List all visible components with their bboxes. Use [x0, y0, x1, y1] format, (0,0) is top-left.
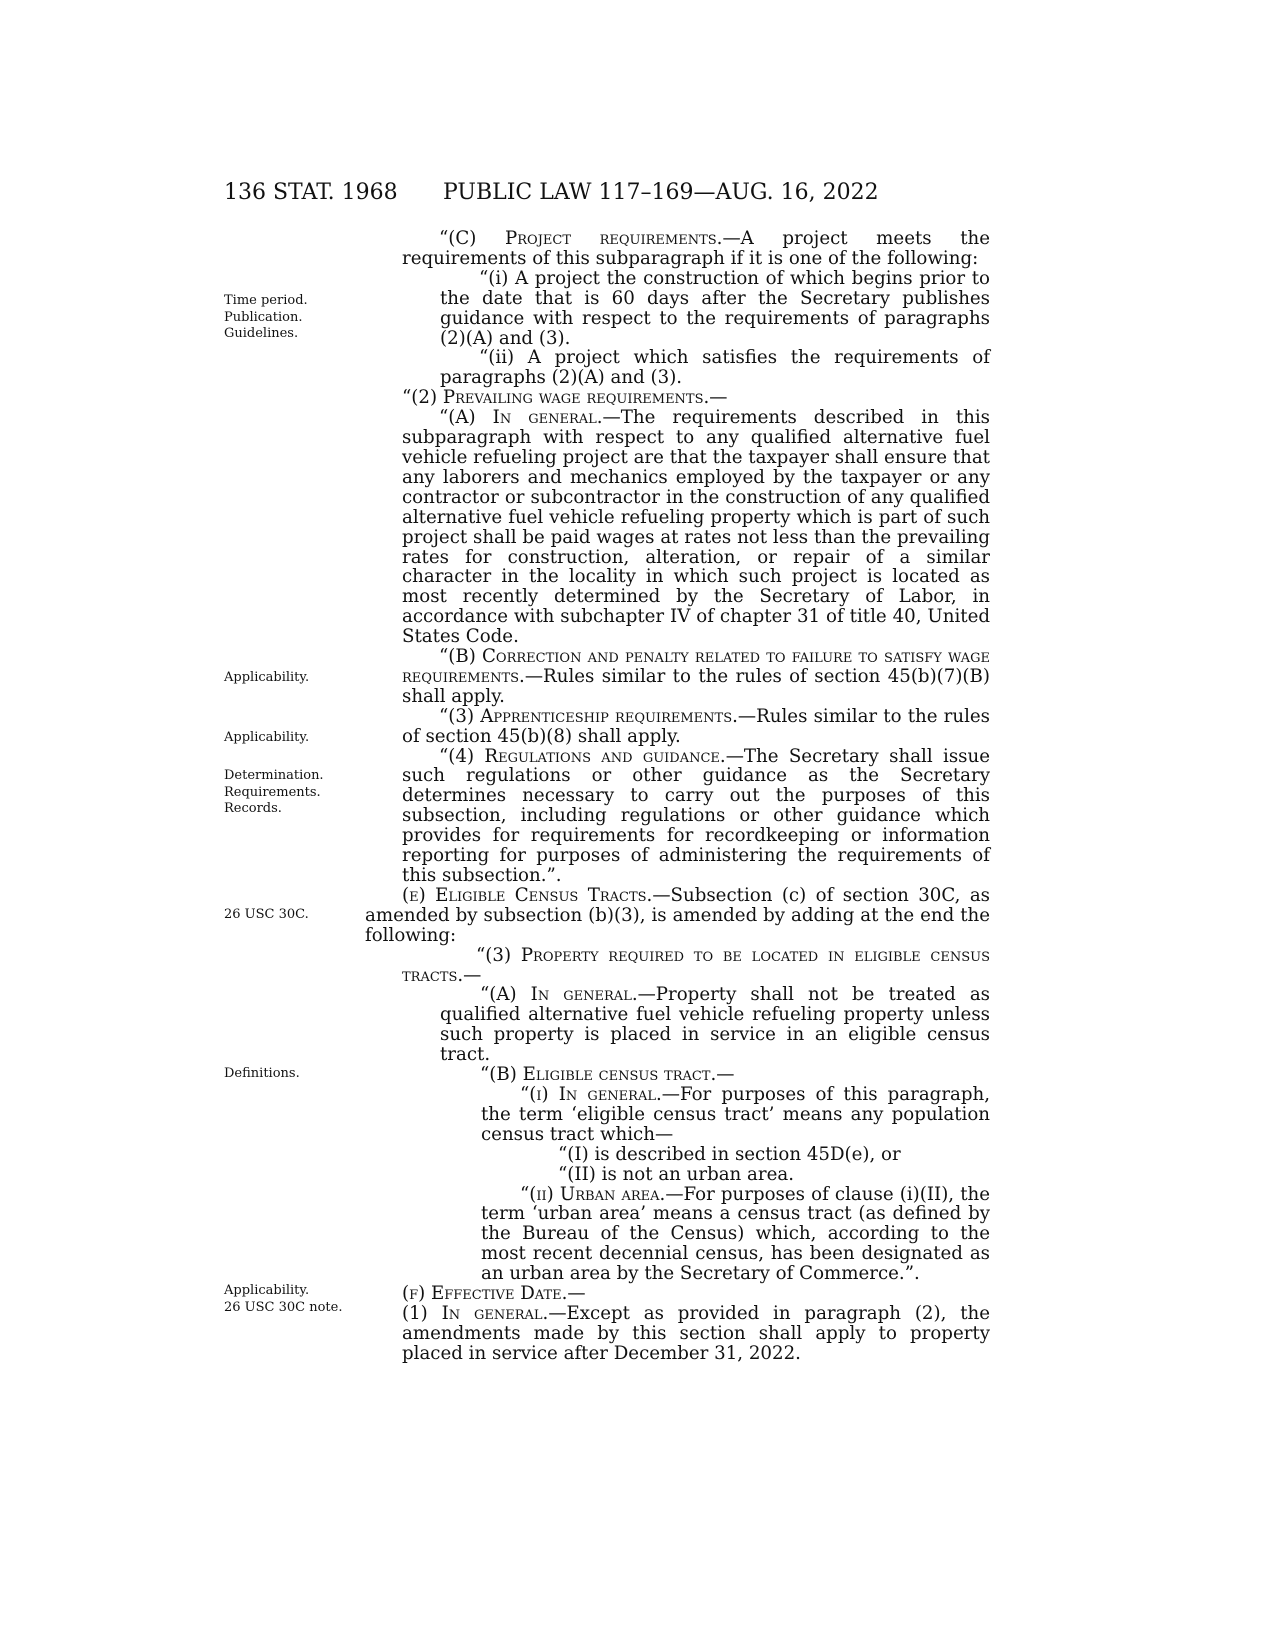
clause-c-i — [365, 269, 990, 349]
clause-c-ii — [365, 348, 990, 388]
subparagraph-2b — [365, 647, 990, 707]
margin-note-line: Requirements. — [224, 784, 321, 800]
heading: “(A) In general. — [480, 984, 638, 1006]
margin-note — [224, 730, 309, 747]
clause-e3b-ii — [365, 1185, 990, 1285]
paragraph-e3 — [365, 946, 990, 986]
text: —Rules similar to the rules of section 45(b)(7)(B) shall apply. — [402, 665, 990, 707]
margin-note — [224, 1066, 300, 1083]
margin-note-line: Determination. — [224, 768, 324, 783]
heading: “(B) Correction and penalty related to failure to satisfy wage requirements. — [402, 646, 990, 687]
paragraph-f1 — [365, 1304, 990, 1364]
margin-note-line: Publication. — [224, 309, 303, 325]
margin-note-line: Records. — [224, 801, 282, 816]
subparagraph-e3a — [365, 985, 990, 1065]
text: —For purposes of clause (i)(II), the term ‘urban area’ means a census tract (as defined by the Bureau of the Census) which, according to the most recent decennial census, has been designated as an urban area by the Secretary of Commerce.”. — [481, 1183, 990, 1285]
text: —The Secretary shall issue such regulations or other guidance as the Secretary determines necessary to carry out the purposes of this subsection, including regulations or other guidance which provides for requirements for recordkeeping or information reporting for purposes of administering the requirements of this subsection.”. — [402, 745, 990, 886]
text: —Subsection (c) of section 30C, as amended by subsection (b)(3), is amended by adding at the end the following: — [365, 884, 990, 946]
subsection-e — [365, 886, 990, 946]
margin-note-line: Guidelines. — [224, 326, 299, 341]
paragraph-4 — [365, 747, 990, 886]
margin-note-line: Definitions. — [224, 1066, 300, 1081]
margin-note-line: Applicability. — [224, 670, 310, 685]
heading: “(ii) Urban area. — [520, 1183, 666, 1205]
paragraph-2 — [365, 388, 990, 408]
heading: “(2) Prevailing wage requirements. — [402, 387, 710, 409]
text: “(i) A project the construction of which begins prior to the date that is 60 days after the Secretary publishes guidance with respect to the requirements of paragraphs (2)(A) and (3). — [440, 267, 990, 349]
text: —A project meets the requirements of this subparagraph if it is one of the following: — [402, 228, 990, 269]
text: —Property shall not be treated as qualified alternative fuel vehicle refueling property unless such property is placed in service in an eligible census tract. — [440, 984, 990, 1066]
subparagraph-c — [365, 229, 990, 269]
subparagraph-e3b — [365, 1065, 990, 1085]
heading: “(B) Eligible census tract. — [480, 1064, 717, 1086]
heading: “(A) In general. — [439, 407, 603, 429]
margin-note-line: 26 USC 30C. — [224, 907, 309, 922]
margin-note — [224, 768, 324, 818]
text: — — [709, 387, 728, 409]
text: “(I) is described in section 45D(e), or — [558, 1143, 901, 1165]
statute-body — [365, 229, 990, 1364]
subsection-f — [365, 1284, 990, 1304]
subparagraph-2a — [365, 408, 990, 647]
heading: “(3) Apprenticeship requirements. — [439, 705, 738, 727]
margin-note — [224, 670, 309, 687]
margin-note — [224, 1283, 343, 1316]
heading: “(C) Project requirements. — [439, 228, 723, 249]
text: “(II) is not an urban area. — [558, 1163, 794, 1185]
text: —Rules similar to the rules of section 45(b)(8) shall apply. — [402, 705, 990, 747]
paragraph-3 — [365, 707, 990, 747]
margin-note-line: Time period. — [224, 293, 308, 308]
subclause-I — [365, 1145, 990, 1165]
page-title: PUBLIC LAW 117–169—AUG. 16, 2022 — [443, 180, 879, 205]
text: —Except as provided in paragraph (2), the amendments made by this section shall apply to property placed in service after December 31, 2022. — [402, 1302, 990, 1364]
text: —For purposes of this paragraph, the term ‘eligible census tract’ means any population census tract which— — [481, 1083, 990, 1145]
subclause-II — [365, 1165, 990, 1185]
text: — — [567, 1283, 586, 1305]
heading: (e) Eligible Census Tracts. — [402, 884, 653, 906]
text: —The requirements described in this subparagraph with respect to any qualified alternative fuel vehicle refueling project are that the taxpayer shall ensure that any laborers and mechanics employed by the taxpayer or any contractor or subcontractor in the construction of any qualified alternative fuel vehicle refueling property which is part of such project shall be paid wages at rates not less than the prevailing rates for construction, alteration, or repair of a similar character in the locality in which such project is located as most recently determined by the Secretary of Labor, in accordance with subchapter IV of chapter 31 of title 40, United States Code. — [402, 407, 990, 648]
heading: “(4) Regulations and guidance. — [439, 745, 726, 767]
heading: “(i) In general. — [520, 1083, 662, 1105]
heading: (f) Effective Date. — [402, 1283, 568, 1305]
margin-note — [224, 293, 308, 343]
text: “(ii) A project which satisfies the requirements of paragraphs (2)(A) and (3). — [440, 347, 990, 389]
heading: “(3) Property required to be located in eligible census tracts. — [402, 944, 990, 986]
margin-note-line: 26 USC 30C note. — [224, 1299, 343, 1315]
margin-note-line: Applicability. — [224, 1283, 310, 1298]
statute-page-reference: 136 STAT. 1968 — [224, 180, 398, 205]
text: — — [716, 1064, 735, 1086]
clause-e3b-i — [365, 1085, 990, 1145]
text: — — [463, 964, 482, 986]
margin-note-line: Applicability. — [224, 730, 310, 745]
margin-note — [224, 907, 309, 924]
heading: (1) In general. — [402, 1302, 549, 1324]
